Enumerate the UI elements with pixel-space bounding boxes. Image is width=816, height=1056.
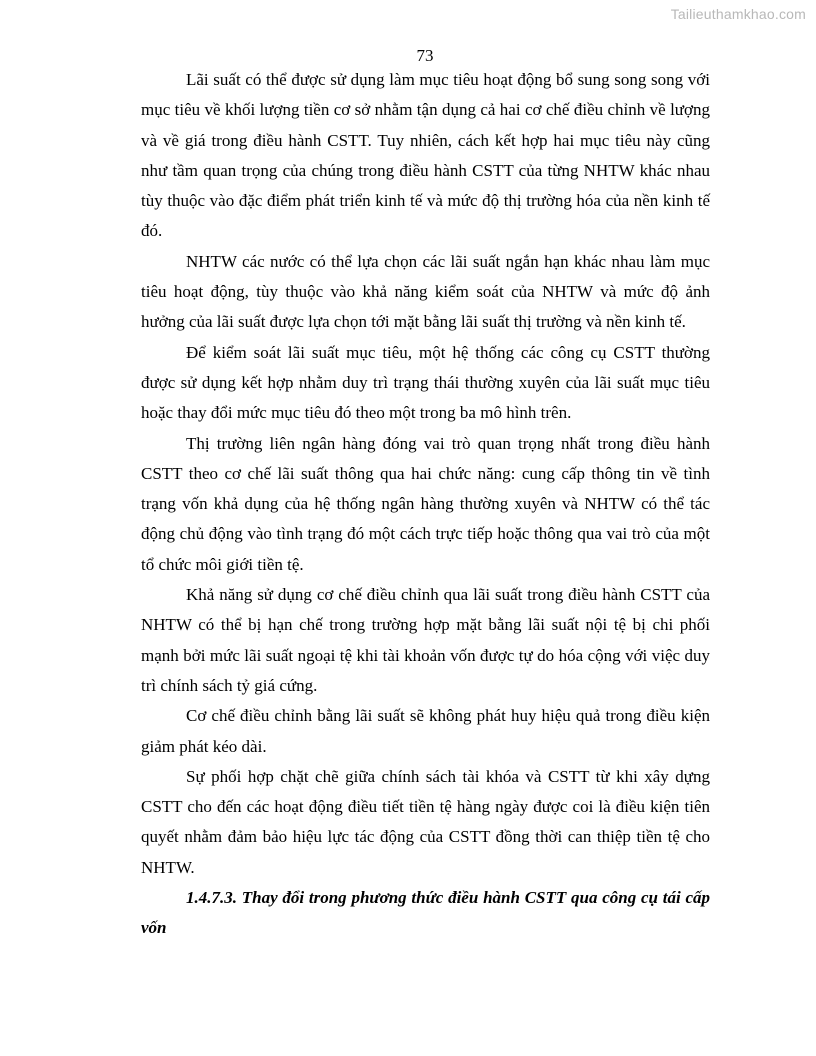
paragraph-interbank-market: Thị trường liên ngân hàng đóng vai trò quan trọng nhất trong điều hành CSTT theo cơ chế lãi suất thông qua hai chức năng: cung cấp thông tin về tình trạng vốn khả dụng của hệ thống ngân hàng thường xuyên và NHTW có thể tác động chủ động vào tình trạng đó một cách trực tiếp hoặc thông qua vai trò của một tổ chức môi giới tiền tệ. xyxy=(141,433,710,574)
section-heading: 1.4.7.3. Thay đổi trong phương thức điều hành CSTT qua công cụ tái cấp vốn xyxy=(141,888,710,938)
paragraph-interest-rate-target: Lãi suất có thể được sử dụng làm mục tiêu hoạt động bổ sung song song với mục tiêu về khối lượng tiền cơ sở nhằm tận dụng cả hai cơ chế điều chỉnh về lượng và về giá trong điều hành CSTT. Tuy nhiên, cách kết hợp hai mục tiêu này cũng như tầm quan trọng của chúng trong điều hành CSTT của từng NHTW khác nhau tùy thuộc vào đặc điểm phát triển kinh tế và mức độ thị trường hóa của nền kinh tế đó. xyxy=(141,70,710,241)
paragraph-short-term-rates: NHTW các nước có thể lựa chọn các lãi suất ngắn hạn khác nhau làm mục tiêu hoạt động, tùy thuộc vào khả năng kiểm soát của NHTW và mức độ ảnh hưởng của lãi suất được lựa chọn tới mặt bằng lãi suất thị trường và nền kinh tế. xyxy=(141,251,710,332)
paragraph-limitations: Khả năng sử dụng cơ chế điều chỉnh qua lãi suất trong điều hành CSTT của NHTW có thể bị hạn chế trong trường hợp mặt bằng lãi suất nội tệ bị chi phối mạnh bởi mức lãi suất ngoại tệ khi tài khoản vốn được tự do hóa cộng với việc duy trì chính sách tỷ giá cứng. xyxy=(141,585,710,695)
paragraph-control-tools: Để kiểm soát lãi suất mục tiêu, một hệ thống các công cụ CSTT thường được sử dụng kết hợp nhằm duy trì trạng thái thường xuyên của lãi suất mục tiêu hoặc thay đổi mức mục tiêu đó theo một trong ba mô hình trên. xyxy=(141,342,710,423)
document-body xyxy=(141,65,710,944)
paragraph-deflation: Cơ chế điều chỉnh bằng lãi suất sẽ không phát huy hiệu quả trong điều kiện giảm phát kéo dài. xyxy=(141,706,710,756)
watermark-text: Tailieuthamkhao.com xyxy=(670,6,806,22)
page-number: 73 xyxy=(416,46,434,65)
paragraph-fiscal-coordination: Sự phối hợp chặt chẽ giữa chính sách tài khóa và CSTT từ khi xây dựng CSTT cho đến các hoạt động điều tiết tiền tệ hàng ngày được coi là điều kiện tiên quyết nhằm đảm bảo hiệu lực tác động của CSTT đồng thời can thiệp tiền tệ cho NHTW. xyxy=(141,766,710,877)
